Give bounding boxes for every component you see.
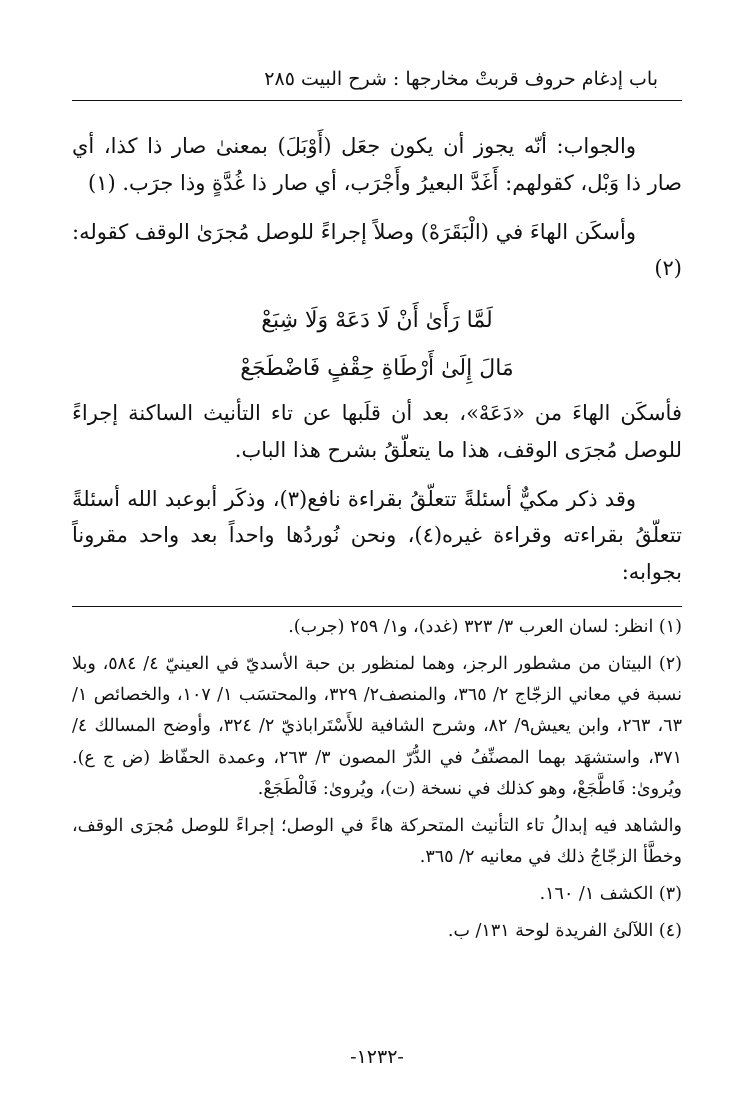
verse-line-2: مَالَ إِلَىٰ أَرْطَاةِ حِقْفٍ فَاضْطَجَعْ (240, 356, 514, 381)
footnote-2-continued: والشاهد فيه إبدالُ تاء التأنيث المتحركة هاءً في الوصل؛ إجراءً للوصل مُجرَى الوقف، وخطَّأ الزجّاجُ ذلك في معانيه ٢/ ٣٦٥. (72, 815, 682, 867)
footnotes (72, 612, 682, 953)
verse-line-1: لَمَّا رَأَىٰ أَنْ لَا دَعَهْ وَلَا شِبَعْ (261, 308, 493, 333)
paragraph-closing: وقد ذكر مكيٌّ أسئلةً تتعلّقُ بقراءة نافع(٣)، وذكَر أبوعبد الله أسئلةً تتعلّقُ بقراءته وقراءة غيره(٤)، ونحن نُوردُها واحداً بعد واحد مقروناً بجوابه: (72, 486, 682, 584)
main-text (72, 128, 682, 603)
footnote-1: (١) انظر: لسان العرب ٣/ ٣٢٣ (غدد)، و١/ ٢٥٩ (جرب). (288, 617, 682, 637)
page-number: -١٢٣٢- (350, 1046, 404, 1068)
paragraph-verse-intro: وأسكَن الهاءَ في (الْبَقَرَهْ) وصلاً إجراءً للوصل مُجرَىٰ الوقف كقوله: (٢) (72, 219, 682, 281)
footnote-2: (٢) البيتان من مشطور الرجز، وهما لمنظور بن حبة الأسديّ في العينيّ ٤/ ٥٨٤، وبلا نسبة في معاني الزجّاج ٢/ ٣٦٥، والمنصف٢/ ٣٢٩، والمحتسَب ١/ ١٠٧، والخصائص ١/ ٦٣، ٢٦٣، وابن يعيش٩/ ٨٢، وشرح الشافية للأَسْتَراباذيّ ٢/ ٣٢٤، وأوضح المسالك ٤/ ٣٧١، واستشهَد بهما المصنِّفُ في الدُّرّ المصون ٣/ ٢٦٣، وعمدة الحفّاظ (ض ج ع). ويُروىٰ: فَاطَّجَعْ، وهو كذلك في نسخة (ت)، ويُروىٰ: فَالْطَجَعْ. (72, 654, 682, 799)
footnote-4: (٤) اللآلئ الفريدة لوحة ١٣١/ ب. (447, 921, 682, 942)
paragraph-after-verse: فأسكَن الهاءَ من «دَعَهْ»، بعد أن قلَبها عن تاء التأنيث الساكنة إجراءً للوصل مُجرَى الوقف، هذا ما يتعلّقُ بشرح هذا الباب. (72, 401, 682, 462)
footnote-rule (72, 606, 682, 607)
footnote-3: (٣) الكشف ١/ ١٦٠. (539, 884, 682, 905)
paragraph-answer: والجواب: أنّه يجوز أن يكون جعَل (أَوْبَلَ) بمعنىٰ صار ذا كذا، أي صار ذا وَبْل، كقولهم: أَغَدَّ البعيرُ وأَجْرَب، أي صار ذا غُدَّةٍ وذا جرَب. (١) (72, 134, 682, 195)
running-header: باب إدغام حروف قربتْ مخارجها : شرح البيت ٢٨٥ (264, 68, 658, 90)
header-rule (72, 100, 682, 101)
